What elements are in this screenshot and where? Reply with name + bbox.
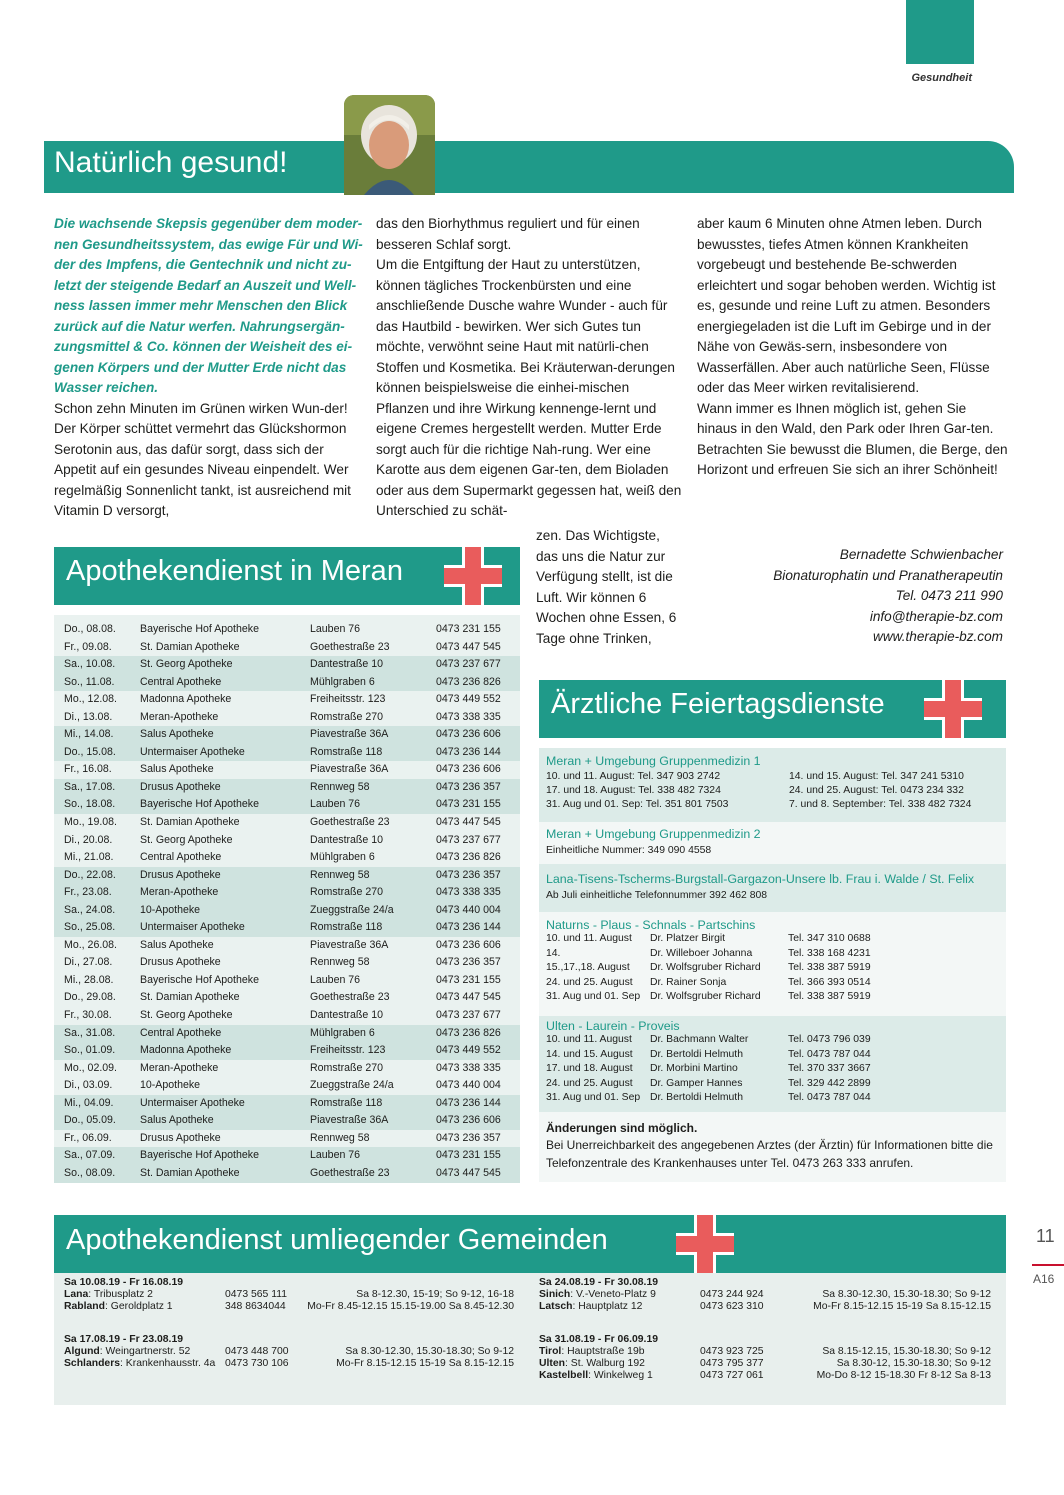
doctor-phone: Tel. 366 393 0514 — [788, 976, 871, 988]
pharmacy-name: St. Damian Apotheke — [140, 991, 240, 1004]
author-name: Bernadette Schwienbacher — [839, 547, 1003, 562]
pharmacy-row — [54, 726, 520, 744]
pharmacy-date: Mi., 14.08. — [64, 728, 114, 741]
pharmacy-row — [54, 814, 520, 832]
pharmacy-phone: 0473 231 155 — [436, 798, 501, 811]
pharmacy-phone: 0473 338 335 — [436, 886, 501, 899]
article-column-1 — [54, 214, 364, 522]
page-number: 11 — [1036, 1226, 1055, 1246]
town-name: Sinich — [539, 1289, 571, 1300]
pharmacy-date: So., 01.09. — [64, 1044, 116, 1057]
pharmacy-name: Drusus Apotheke — [140, 780, 221, 793]
author-phone: Tel. 0473 211 990 — [895, 588, 1003, 604]
pharmacy-address: Lauben 76 — [310, 623, 361, 635]
pharmacy-date: Sa., 10.08. — [64, 658, 116, 671]
pharmacy-row — [54, 1130, 520, 1148]
pharmacy-location — [64, 1358, 215, 1370]
pharmacy-phone: 0473 236 357 — [436, 956, 501, 969]
pharmacy-phone: 348 8634044 — [225, 1301, 286, 1312]
pharmacy-phone: 0473 727 061 — [700, 1370, 764, 1381]
pharmacy-address: Goethestraße 23 — [310, 640, 390, 653]
pharmacy-row — [54, 884, 520, 902]
town-name: Lana — [64, 1289, 89, 1300]
doctors-section-2 — [539, 822, 1006, 864]
pharmacy-date: Do., 15.08. — [64, 745, 116, 758]
pharmacy-phone: 0473 730 106 — [225, 1358, 289, 1369]
pharmacy-name: Bayerische Hof Apotheke — [140, 798, 259, 811]
town-name: Latsch — [539, 1301, 573, 1312]
pharmacy-name: Bayerische Hof Apotheke — [140, 973, 259, 986]
article-column-2-continued: zen. Das Wichtigste, das uns die Natur zur Verfügung stellt, ist die Luft. Wir können 6 Wochen ohne Essen, 6 Tage ohne Trinken, — [536, 528, 677, 646]
pharmacy-phone: 0473 795 377 — [700, 1358, 764, 1369]
pharmacy-location — [64, 1346, 190, 1358]
notice-title: Änderungen sind möglich. — [546, 1121, 698, 1135]
pharmacy-phone: 0473 447 545 — [436, 1166, 501, 1179]
pharmacy-location — [64, 1289, 153, 1301]
pharmacy-address: Rennweg 58 — [310, 956, 370, 969]
pharmacy-date: So., 08.09. — [64, 1166, 116, 1179]
pharmacy-address: Piavestraße 36A — [310, 763, 389, 776]
pharmacy-row — [54, 779, 520, 797]
pharmacy-date: Mi., 28.08. — [64, 973, 114, 986]
pharmacy-location — [539, 1301, 642, 1313]
pharmacy-address: Dantestraße 10 — [310, 833, 384, 846]
author-email: info@therapie-bz.com — [869, 608, 1003, 624]
pharmacy-row — [54, 919, 520, 937]
pharmacy-phone: 0473 236 606 — [436, 1114, 501, 1127]
doctor-date: 10. und 11. August — [546, 933, 632, 944]
doctor-name: Dr. Bachmann Walter — [650, 1034, 749, 1045]
doctors-title: Ärztliche Feiertagsdienste — [551, 688, 885, 720]
pharmacy-name: Madonna Apotheke — [140, 1044, 232, 1057]
doctors-section-title: Ulten - Laurein - Proveis — [546, 1019, 680, 1033]
pharmacy-address: Romstraße 270 — [310, 710, 384, 723]
pharmacy-address: Freiheitsstr. 123 — [310, 693, 386, 706]
pharmacy-phone: 0473 440 004 — [436, 903, 501, 916]
pharmacy-address: Mühlgraben 6 — [310, 1026, 375, 1039]
pharmacy-row — [54, 1095, 520, 1113]
article-column-2: das den Biorhythmus reguliert und für einen besseren Schlaf sorgt. Um die Entgiftung der Haut zu unterstützen, können tägliches Trockenbürsten und eine anschließende Dusche wahre Wunder - auch für das Hautbild - bewirken. Wer sich Gutes tun möchte, verwöhnt seine Haut mit natürli-chen Stoffen und Kosmetika. Bei Kräuterwan-derungen können beispielsweise die einhei-mischen Pflanzen und ihre Wirkung kennenge-lernt und eigene Cremes hergestellt werden. Mutter Erde sorgt auch für die richtige Nah-rung. Wer eine Karotte aus dem eigenen Gar-ten, dem Bioladen oder aus dem Supermarkt gegessen hat, weiß den Unterschied zu schät- — [376, 216, 682, 518]
doctor-name: Dr. Wolfsgruber Richard — [650, 991, 761, 1002]
doctors-line: Einheitliche Nummer: 349 090 4558 — [546, 845, 712, 856]
doctor-name: Dr. Bertoldi Helmuth — [650, 1048, 743, 1060]
pharmacy-address: Dantestraße 10 — [310, 1009, 384, 1022]
pharmacy-address: Mühlgraben 6 — [310, 851, 375, 864]
doctor-date: 14. — [546, 947, 561, 959]
doctor-phone: Tel. 347 310 0688 — [788, 933, 871, 944]
pharmacy-phone: 0473 244 924 — [700, 1289, 764, 1300]
pharmacy-address: : Tribusplatz 2 — [88, 1289, 153, 1300]
pharmacy-name: Meran-Apotheke — [140, 886, 219, 899]
pharmacy-date: Mo., 02.09. — [64, 1061, 117, 1074]
pharmacy-row — [54, 796, 520, 814]
pharmacy-date: Do., 08.08. — [64, 623, 116, 635]
pharmacy-phone: 0473 440 004 — [436, 1079, 501, 1092]
article-body-1: Schon zehn Minuten im Grünen wirken Wun-der! Der Körper schüttet vermehrt das Glückshormon Serotonin aus, das dafür sorgt, dass sich der Appetit auf ein gesundes Niveau einpendelt. Wer regelmäßig Sonnenlicht tankt, ist ausreichend mit Vitamin D versorgt, — [54, 400, 351, 518]
pharmacy-phone: 0473 237 677 — [436, 833, 501, 846]
doctor-phone: Tel. 0473 787 044 — [788, 1092, 871, 1103]
doctor-phone: Tel. 329 442 2899 — [788, 1077, 871, 1089]
pharmacy-date: Fr., 06.09. — [64, 1131, 112, 1144]
article-intro: Die wachsende Skepsis gegenüber dem moder-nen Gesundheitssystem, das ewige Für und Wi-der des Impfens, die Gentechnik und nicht zu-letzt der steigende Bedarf an Auszeit und Well-ness lassen immer mehr Menschen den Blick zurück auf die Natur werfen. Nahrungsergän-zungsmittel & Co. können der Weisheit des ei-genen Körpers und der Mutter Erde nicht das Wasser reichen. — [54, 216, 363, 395]
pharmacy-date: Do., 29.08. — [64, 991, 116, 1004]
pharmacy-phone: 0473 237 677 — [436, 658, 501, 671]
pharmacy-location — [539, 1346, 645, 1358]
doctors-section-4 — [539, 912, 1006, 1016]
pharmacy-phone: 0473 447 545 — [436, 816, 501, 829]
doctor-date: 24. und 25. August — [546, 976, 633, 988]
doctor-phone: Tel. 0473 787 044 — [788, 1048, 871, 1060]
pharmacy-name: St. Damian Apotheke — [140, 816, 240, 829]
pharmacy-date: Mo., 19.08. — [64, 816, 117, 829]
pharmacy-address: Goethestraße 23 — [310, 991, 390, 1004]
pharmacy-location — [539, 1358, 645, 1370]
pharmacy-title: Apothekendienst in Meran — [66, 555, 403, 587]
pharmacy-date: Mi., 21.08. — [64, 851, 114, 864]
doctor-date: 24. und 25. August — [546, 1077, 633, 1089]
pharmacy-phone: 0473 236 357 — [436, 1131, 501, 1144]
pharmacy-row — [54, 832, 520, 850]
pharmacy-date: Sa., 17.08. — [64, 780, 116, 793]
pharmacy-row — [54, 1147, 520, 1165]
pharmacy-address: Zueggstraße 24/a — [310, 903, 394, 916]
page-divider — [1032, 1264, 1064, 1266]
pharmacy-address: Piavestraße 36A — [310, 728, 389, 741]
doctor-phone: Tel. 0473 796 039 — [788, 1034, 871, 1045]
town-name: Schlanders — [64, 1358, 121, 1369]
pharmacy-row — [54, 972, 520, 990]
pharmacy-phone: 0473 236 826 — [436, 1026, 501, 1039]
pharmacy-date: Mo., 26.08. — [64, 938, 117, 951]
pharmacy-row — [54, 1077, 520, 1095]
town-name: Kastelbell — [539, 1370, 589, 1381]
pharmacy-address: Lauben 76 — [310, 798, 361, 811]
pharmacy-address: Freiheitsstr. 123 — [310, 1044, 386, 1057]
pharmacy-period: Sa 24.08.19 - Fr 30.08.19 — [539, 1277, 659, 1288]
doctors-line: Ab Juli einheitliche Telefonnummer 392 462 808 — [546, 890, 768, 901]
pharmacy-date: Sa., 07.09. — [64, 1149, 116, 1162]
pharmacy-name: Drusus Apotheke — [140, 868, 221, 881]
pharmacy-date: Di., 27.08. — [64, 956, 113, 969]
doctor-name: Dr. Rainer Sonja — [650, 976, 727, 988]
doctor-name: Dr. Wolfsgruber Richard — [650, 962, 761, 973]
doctors-line: 7. und 8. September: Tel. 338 482 7324 — [789, 799, 972, 810]
town-name: Tirol — [539, 1346, 562, 1357]
article-title: Natürlich gesund! — [54, 146, 288, 179]
pharmacy-date: Fr., 23.08. — [64, 886, 112, 899]
pharmacy-date: Do., 22.08. — [64, 868, 116, 881]
pharmacy-row — [54, 867, 520, 885]
pharmacy-row — [54, 1060, 520, 1078]
doctors-line: 14. und 15. August: Tel. 347 241 5310 — [789, 771, 964, 782]
pharmacy-phone: 0473 236 826 — [436, 851, 501, 864]
doctor-phone: Tel. 370 337 3667 — [788, 1063, 871, 1074]
doctor-date: 14. und 15. August — [546, 1048, 633, 1060]
doctors-line: 24. und 25. August: Tel. 0473 234 332 — [789, 785, 964, 796]
pharmacy-hours: Mo-Fr 8.15-12.15 15-19 Sa 8.15-12.15 — [336, 1358, 514, 1369]
pharmacy-name: Bayerische Hof Apotheke — [140, 623, 259, 635]
doctor-date: 10. und 11. August — [546, 1034, 632, 1045]
pharmacy-period: Sa 31.08.19 - Fr 06.09.19 — [539, 1334, 659, 1345]
doctors-section-5 — [539, 1016, 1006, 1112]
pharmacy-phone: 0473 236 606 — [436, 728, 501, 741]
doctor-date: 15.,17.,18. August — [546, 962, 630, 973]
pharmacy-name: St. Georg Apotheke — [140, 833, 233, 846]
pharmacy-phone: 0473 338 335 — [436, 1061, 501, 1074]
pharmacy-row — [54, 1007, 520, 1025]
pharmacy-phone: 0473 231 155 — [436, 623, 501, 635]
pharmacy-phone: 0473 231 155 — [436, 973, 501, 986]
pharmacy-address: Rennweg 58 — [310, 868, 370, 881]
doctor-date: 31. Aug und 01. Sep — [546, 991, 641, 1002]
pharmacy-address: : Hauptstraße 19b — [561, 1346, 645, 1357]
pharmacy-date: So., 18.08. — [64, 798, 116, 811]
pharmacy-hours: Mo-Do 8-12 15-18.30 Fr 8-12 Sa 8-13 — [816, 1370, 991, 1381]
pharmacy-row — [54, 849, 520, 867]
pharmacy-date: Sa., 31.08. — [64, 1026, 116, 1039]
doctors-section-1 — [539, 748, 1006, 822]
pharmacy-address: Dantestraße 10 — [310, 658, 384, 671]
doctor-name: Dr. Bertoldi Helmuth — [650, 1092, 743, 1103]
pharmacy-phone: 0473 447 545 — [436, 640, 501, 653]
pharmacy-period: Sa 10.08.19 - Fr 16.08.19 — [64, 1277, 184, 1288]
pharmacy-hours: Sa 8-12.30, 15-19; So 9-12, 16-18 — [356, 1289, 514, 1300]
doctors-box — [539, 748, 1006, 1182]
doctors-section-title: Naturns - Plaus - Schnals - Partschins — [546, 918, 756, 932]
pharmacy-address: Romstraße 270 — [310, 1061, 384, 1074]
pharmacy-phone: 0473 236 144 — [436, 745, 501, 758]
pharmacy-address: Romstraße 270 — [310, 886, 384, 899]
author-signature — [773, 545, 1003, 648]
pharmacy-name: St. Georg Apotheke — [140, 658, 233, 671]
pharmacy-name: 10-Apotheke — [140, 1079, 201, 1092]
pharmacy-row — [54, 1165, 520, 1183]
pharmacy-address: Rennweg 58 — [310, 1131, 370, 1144]
pharmacy-phone: 0473 236 606 — [436, 938, 501, 951]
pharmacy-phone: 0473 623 310 — [700, 1301, 764, 1312]
doctor-date: 31. Aug und 01. Sep — [546, 1092, 641, 1103]
pharmacy-phone: 0473 231 155 — [436, 1149, 501, 1162]
pharmacy-date: Fr., 30.08. — [64, 1009, 112, 1022]
pharmacy-address: Romstraße 118 — [310, 921, 383, 934]
pharmacy-phone: 0473 565 111 — [225, 1289, 288, 1300]
pharmacy-address: Romstraße 118 — [310, 1096, 383, 1109]
pharmacy-address: Zueggstraße 24/a — [310, 1079, 394, 1092]
pharmacy-date: Di., 03.09. — [64, 1079, 113, 1092]
notice-text: Bei Unerreichbarkeit des angegebenen Arztes (der Ärztin) für Informationen bitte die Telefonzentrale des Krankenhauses unter Tel. 0473 263 333 anrufen. — [546, 1138, 993, 1170]
pharmacy-name: Meran-Apotheke — [140, 710, 219, 723]
pharmacy-row — [54, 639, 520, 657]
pharmacy-row — [54, 691, 520, 709]
pharmacy-row — [54, 656, 520, 674]
pharmacy-row — [54, 954, 520, 972]
doctors-section-3 — [539, 864, 1006, 912]
pharmacy-location — [64, 1301, 173, 1313]
pharmacy-name: Salus Apotheke — [140, 938, 214, 951]
pharmacy-date: Mo., 12.08. — [64, 693, 117, 706]
doctors-section-title: Lana-Tisens-Tscherms-Burgstall-Gargazon-Unsere lb. Frau i. Walde / St. Felix — [546, 872, 975, 886]
doctor-phone: Tel. 338 387 5919 — [788, 962, 871, 973]
doctors-line: 31. Aug und 01. Sep: Tel. 351 801 7503 — [546, 799, 729, 810]
town-name: Rabland — [64, 1301, 105, 1312]
doctor-name: Dr. Gamper Hannes — [650, 1077, 743, 1089]
pharmacy-name: Salus Apotheke — [140, 1114, 214, 1127]
pharmacy-phone: 0473 236 357 — [436, 780, 501, 793]
pharmacy-name: Central Apotheke — [140, 1026, 222, 1039]
pharmacy-table — [54, 615, 520, 1183]
pharmacy-address: Piavestraße 36A — [310, 938, 389, 951]
pharmacy-address: Lauben 76 — [310, 973, 361, 986]
pharmacy-name: Meran-Apotheke — [140, 1061, 219, 1074]
doctor-name: Dr. Platzer Birgit — [650, 933, 726, 944]
pharmacy-name: Drusus Apotheke — [140, 956, 221, 969]
municipal-pharmacy-box — [54, 1273, 1006, 1405]
pharmacy-date: Sa., 24.08. — [64, 903, 116, 916]
pharmacy-address: : Hauptplatz 12 — [572, 1301, 643, 1312]
pharmacy-hours: Sa 8.30-12, 15.30-18.30; So 9-12 — [836, 1358, 991, 1369]
doctors-section-title: Meran + Umgebung Gruppenmedizin 2 — [546, 827, 761, 841]
pharmacy-phone: 0473 449 552 — [436, 1044, 501, 1057]
pharmacy-row — [54, 709, 520, 727]
pharmacy-hours: Mo-Fr 8.15-12.15 15-19 Sa 8.15-12.15 — [813, 1301, 991, 1312]
pharmacy-address: : V.-Veneto-Platz 9 — [570, 1289, 656, 1300]
medical-cross-icon — [676, 1215, 734, 1273]
pharmacy-row — [54, 902, 520, 920]
pharmacy-date: So., 11.08. — [64, 675, 115, 688]
pharmacy-phone: 0473 236 144 — [436, 1096, 501, 1109]
pharmacy-name: Central Apotheke — [140, 675, 222, 688]
pharmacy-phone: 0473 338 335 — [436, 710, 501, 723]
pharmacy-row — [54, 761, 520, 779]
pharmacy-date: So., 25.08. — [64, 921, 116, 934]
pharmacy-address: Goethestraße 23 — [310, 1166, 390, 1179]
pharmacy-phone: 0473 449 552 — [436, 693, 501, 706]
pharmacy-period: Sa 17.08.19 - Fr 23.08.19 — [64, 1334, 184, 1345]
top-tab — [906, 0, 974, 64]
pharmacy-name: St. Damian Apotheke — [140, 640, 240, 653]
article-column-3: aber kaum 6 Minuten ohne Atmen leben. Durch bewusstes, tiefes Atmen können Krankheiten vorgebeugt und bestehende Be-schwerden erleichtert und sogar behoben werden. Wichtig ist es, gesunde und reine Luft zu atmen. Besonders energiegeladen ist die Luft im Gebirge und in der Nähe von Gewäs-sern, insbesondere von Wasserfällen. Aber auch natürliche Seen, Flüsse oder das Meer wirken revitalisierend. Wann immer es Ihnen möglich ist, gehen Sie hinaus in den Wald, den Park oder Ihren Gar-ten. Betrachten Sie bewusst die Blumen, die Berge, den Horizont und erfreuen Sie sich an ihrer Schönheit! — [697, 216, 1008, 477]
section-label: Gesundheit — [911, 72, 972, 84]
pharmacy-address: Romstraße 118 — [310, 745, 383, 758]
doctor-phone: Tel. 338 168 4231 — [788, 947, 871, 959]
pharmacy-location — [539, 1289, 656, 1301]
author-website: www.therapie-bz.com — [873, 629, 1003, 645]
pharmacy-row — [54, 937, 520, 955]
pharmacy-row — [54, 1042, 520, 1060]
pharmacy-name: Drusus Apotheke — [140, 1131, 221, 1144]
pharmacy-name: Central Apotheke — [140, 851, 222, 864]
pharmacy-name: Salus Apotheke — [140, 728, 214, 741]
doctor-name: Dr. Willeboer Johanna — [650, 947, 753, 959]
town-name: Ulten — [539, 1358, 565, 1369]
pharmacy-hours: Mo-Fr 8.45-12.15 15.15-19.00 Sa 8.45-12.30 — [307, 1301, 514, 1312]
pharmacy-hours: Sa 8.15-12.15, 15.30-18.30; So 9-12 — [822, 1346, 991, 1357]
doctor-name: Dr. Morbini Martino — [650, 1063, 738, 1074]
pharmacy-address: : Krankenhausstr. 4a — [120, 1358, 216, 1369]
pharmacy-name: St. Damian Apotheke — [140, 1166, 240, 1179]
municipal-pharmacy-title: Apothekendienst umliegender Gemeinden — [66, 1224, 608, 1256]
pharmacy-row — [54, 1112, 520, 1130]
pharmacy-name: Untermaiser Apotheke — [140, 1096, 245, 1109]
pharmacy-phone: 0473 236 144 — [436, 921, 501, 934]
pharmacy-date: Di., 20.08. — [64, 833, 113, 846]
pharmacy-date: Fr., 09.08. — [64, 640, 112, 653]
pharmacy-hours: Sa 8.30-12.30, 15.30-18.30; So 9-12 — [822, 1289, 991, 1300]
pharmacy-name: Untermaiser Apotheke — [140, 921, 245, 934]
town-name: Algund — [64, 1346, 100, 1357]
pharmacy-phone: 0473 447 545 — [436, 991, 501, 1004]
pharmacy-address: Lauben 76 — [310, 1149, 361, 1162]
pharmacy-name: 10-Apotheke — [140, 903, 201, 916]
pharmacy-phone: 0473 236 606 — [436, 763, 501, 776]
doctors-section-title: Meran + Umgebung Gruppenmedizin 1 — [546, 754, 761, 768]
doctor-phone: Tel. 338 387 5919 — [788, 991, 871, 1002]
pharmacy-phone: 0473 923 725 — [700, 1346, 764, 1357]
doctor-date: 17. und 18. August — [546, 1063, 633, 1074]
pharmacy-phone: 0473 448 700 — [225, 1346, 289, 1357]
pharmacy-name: St. Georg Apotheke — [140, 1009, 233, 1022]
pharmacy-phone: 0473 236 826 — [436, 675, 501, 688]
page-code: A16 — [1033, 1272, 1055, 1286]
pharmacy-row — [54, 674, 520, 692]
pharmacy-row — [54, 989, 520, 1007]
pharmacy-address: Piavestraße 36A — [310, 1114, 389, 1127]
doctors-line: 10. und 11. August: Tel. 347 903 2742 — [546, 771, 721, 782]
pharmacy-name: Madonna Apotheke — [140, 693, 232, 706]
pharmacy-address: : Winkelweg 1 — [588, 1370, 653, 1381]
pharmacy-address: : Weingartnerstr. 52 — [99, 1346, 191, 1357]
pharmacy-date: Mi., 04.09. — [64, 1096, 114, 1109]
pharmacy-row — [54, 621, 520, 639]
pharmacy-phone: 0473 236 357 — [436, 868, 501, 881]
pharmacy-date: Di., 13.08. — [64, 710, 113, 723]
doctors-line: 17. und 18. August: Tel. 338 482 7324 — [546, 785, 721, 796]
pharmacy-date: Fr., 16.08. — [64, 763, 112, 776]
medical-cross-icon — [444, 547, 502, 605]
pharmacy-row — [54, 744, 520, 762]
pharmacy-address: : Geroldplatz 1 — [105, 1301, 173, 1312]
pharmacy-name: Untermaiser Apotheke — [140, 745, 245, 758]
pharmacy-phone: 0473 237 677 — [436, 1009, 501, 1022]
pharmacy-date: Do., 05.09. — [64, 1114, 116, 1127]
pharmacy-address: Goethestraße 23 — [310, 816, 390, 829]
pharmacy-name: Bayerische Hof Apotheke — [140, 1149, 259, 1162]
pharmacy-row — [54, 1025, 520, 1043]
pharmacy-address: Rennweg 58 — [310, 780, 370, 793]
pharmacy-address: Mühlgraben 6 — [310, 675, 375, 688]
pharmacy-hours: Sa 8.30-12.30, 15.30-18.30; So 9-12 — [345, 1346, 514, 1357]
pharmacy-location — [539, 1370, 653, 1382]
pharmacy-address: : St. Walburg 192 — [564, 1358, 645, 1369]
author-title: Bionaturophatin und Pranatherapeutin — [773, 567, 1003, 583]
author-portrait — [344, 95, 435, 195]
medical-cross-icon — [924, 680, 982, 738]
pharmacy-name: Salus Apotheke — [140, 763, 214, 776]
